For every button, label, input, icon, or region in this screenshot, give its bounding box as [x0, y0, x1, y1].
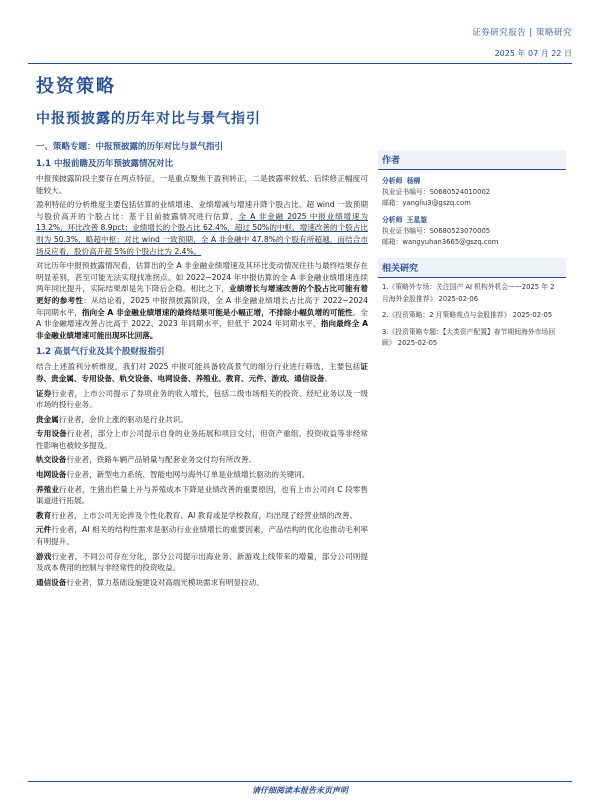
related-item[interactable]: 1.《策略外专场：关注国产 AI 机构外机会——2025 年 2 月海外金股推荐》 2025-02-06 [382, 283, 555, 303]
industry-text: 行业者，算力基础设施建设对高端光模块需求有明显拉动。 [66, 577, 264, 587]
industry-paragraph [36, 551, 368, 574]
industry-paragraph [36, 414, 368, 426]
paragraph-emphasis: 指向全 A 非金融业绩增速的最终结果可能是小幅正增，不排除小幅负增的可能性 [81, 307, 353, 317]
sidebar [378, 150, 566, 355]
industry-text: 行业者，上市公司提示了券项业务的收入增长，包括二级市场相关的投资、经纪业务以及一级市场的投行业务。 [36, 388, 369, 410]
industry-name: 教育 [36, 510, 52, 520]
authors-heading: 作者 [378, 150, 566, 170]
paragraph-emphasis: 业绩增长与增速改善的个股占比可能有着更好的参考性 [36, 284, 369, 305]
industry-paragraph [36, 428, 368, 451]
related-list [378, 278, 566, 350]
industry-text: 行业者，新型电力系统、智能电网与海外订单是业绩增长驱动的关键词。 [66, 470, 310, 480]
report-date: 2025 年 07 月 22 日 [494, 49, 572, 58]
author-license [378, 226, 566, 237]
author-role: 分析师 [382, 177, 403, 185]
author-line [378, 215, 566, 226]
paragraph-text: 对比历年中报预披露情况看，估算出的全 A 非金融业绩增速及其环比变动情况往往与最终结果存在明显差别，甚至可能无法实现找准拐点。如 2022~2024 年中报估算的全 A 非金融业绩增速连续两年同比提升，实际结果却是先下降后企稳。相比之下， [36, 261, 368, 294]
footer-disclaimer: 请仔细阅读本报告末页声明 [252, 786, 348, 795]
subsection-heading: 1.2 高景气行业及其个股财报指引 [36, 347, 165, 358]
author-line [378, 176, 566, 187]
email-link[interactable]: yangliu3@gszq.com [402, 199, 471, 207]
industry-name: 贵金属 [36, 414, 59, 424]
author-email [378, 237, 566, 248]
header-separator: | [529, 28, 533, 38]
email-label: 邮箱： [382, 238, 403, 246]
industry-paragraph [36, 524, 368, 547]
paragraph-text: 。全 A 非金融增速改善占比高于 2022、2023 年同期水平，但低于 2024 年同期水平， [36, 307, 368, 329]
email-link[interactable]: wangyuhan3665@gszq.com [402, 238, 499, 246]
paragraph-text: 。 [324, 373, 333, 383]
industry-text: 行业者，铁路车辆产品销量与配套业务交付均有所改善。 [66, 455, 257, 465]
report-header [472, 26, 572, 59]
industry-paragraph [36, 510, 368, 522]
author-license [378, 187, 566, 198]
email-label: 邮箱： [382, 199, 403, 207]
industry-text: 行业者，生猪出栏量上升与养殖成本下降是业绩改善的重要原因，也有上市公司向 C 段零售渠道进行拓展。 [36, 484, 368, 506]
paragraph-text: 结合上述盈利分析维度，我们对 2025 中报可能具备较高景气的细分行业进行筛选，主要包括 [36, 362, 361, 372]
related-heading: 相关研究 [378, 258, 566, 278]
industry-paragraph [36, 577, 368, 589]
paragraph-emphasis: 证券、贵金属、专用设备、轨交设备、电网设备、养殖业、教育、元件、游戏、通信设备 [36, 362, 368, 383]
paragraph-text: 盈利特征的分析维度主要包括估算的业绩增速、业绩增减与增速升降个股占比。超 wind 一致预期与股价高开的个股占比：基于目前披露情况进行估算， [36, 200, 368, 221]
industry-text: 行业者，AI 相关的结构性需求是驱动行业业绩增长的重要因素，产品结构的优化也推动毛利率有明提升。 [36, 525, 369, 547]
industry-text: 行业者，上市公司无论涉及个性化教育、AI 教育或是学校教育，均出现了经营业绩的改善。 [51, 510, 358, 520]
industry-name: 通信设备 [36, 577, 67, 587]
industry-text: 行业者，金价上涨的驱动是行业共识。 [58, 414, 188, 424]
industry-name: 游戏 [36, 551, 52, 561]
license-number: S0680524010002 [429, 188, 491, 196]
industry-name: 电网设备 [36, 470, 67, 480]
header-rule [28, 63, 572, 64]
paragraph [36, 361, 368, 384]
industry-name: 元件 [36, 525, 52, 535]
footer-rule [28, 781, 572, 782]
section-heading: 一、策略专题：中报预披露的历年对比与景气指引 [36, 142, 224, 152]
doc-type: 投资策略 [36, 76, 116, 97]
industry-paragraph [36, 388, 368, 411]
paragraph-text: 全 A 非金融 2025 中报业绩增速为 13.2%，环比改善 8.9pct；业绩增长的个股占比 62.4%，超过 50%的中枢，增速改善的个股占比则为 50.3%，略超中枢；对比 wind 一致预期，全 A 非金融中 47.8%的个股有所超越，而结合市场反应看，股价高开超 5%的个股占比为 2.4%。 [36, 211, 368, 256]
author-email [378, 198, 566, 209]
license-label: 执业证书编号： [382, 188, 430, 196]
author-role: 分析师 [382, 216, 403, 224]
subsection-heading: 1.1 中报前瞻及历年预披露情况对比 [36, 159, 174, 169]
industry-name: 专用设备 [36, 429, 67, 439]
paragraph-emphasis: 指向最终全 A 非金融业绩增速可能出现环比回落。 [36, 319, 368, 340]
paragraph-text: ：从结论看，2025 中报预披露阶段，全 A 非金融业绩增长占比高于 2022~2024 年同期水平， [36, 295, 369, 317]
industry-paragraph [36, 454, 368, 466]
author-name: 王星鉴 [406, 216, 428, 224]
author-name: 杨柳 [406, 177, 421, 185]
report-category: 策略研究 [535, 28, 572, 38]
paragraph: 中报预披露阶段主要存在两点特征，一是重点聚焦于盈利转正，二是披露率较低、后续修正幅度可能较大。 [36, 174, 368, 195]
paragraph [36, 260, 368, 341]
industry-name: 养殖业 [36, 484, 59, 494]
industry-text: 行业者，部分上市公司提示自身的业务拓展和项目交付，但资产重组、投资收益等非经常性影响也被较多提及。 [36, 429, 369, 450]
paragraph [36, 199, 368, 257]
industry-text: 行业者，不同公司存在分化，部分公司提示出海业务、新游戏上线带来的增量，部分公司则提及成本费用的控制与非经常性的投资收益。 [36, 551, 369, 573]
industry-paragraph [36, 484, 368, 507]
industry-paragraph [36, 469, 368, 481]
doc-title: 中报预披露的历年对比与景气指引 [36, 111, 261, 127]
industry-name: 证券 [36, 388, 52, 398]
related-item[interactable]: 2.《投资策略：2 月策略观点与金股推荐》 2025-02-05 [382, 311, 553, 319]
license-label: 执业证书编号： [382, 227, 430, 235]
report-kind-line [472, 26, 572, 38]
related-item[interactable]: 3.《投资策略专题：【大类资产配置】春节期间海外市场回顾》 2025-02-05 [382, 327, 556, 347]
main-body [36, 140, 368, 591]
license-number: S0680523070005 [429, 227, 491, 235]
industry-name: 轨交设备 [36, 455, 67, 465]
report-kind: 证券研究报告 [472, 28, 527, 38]
